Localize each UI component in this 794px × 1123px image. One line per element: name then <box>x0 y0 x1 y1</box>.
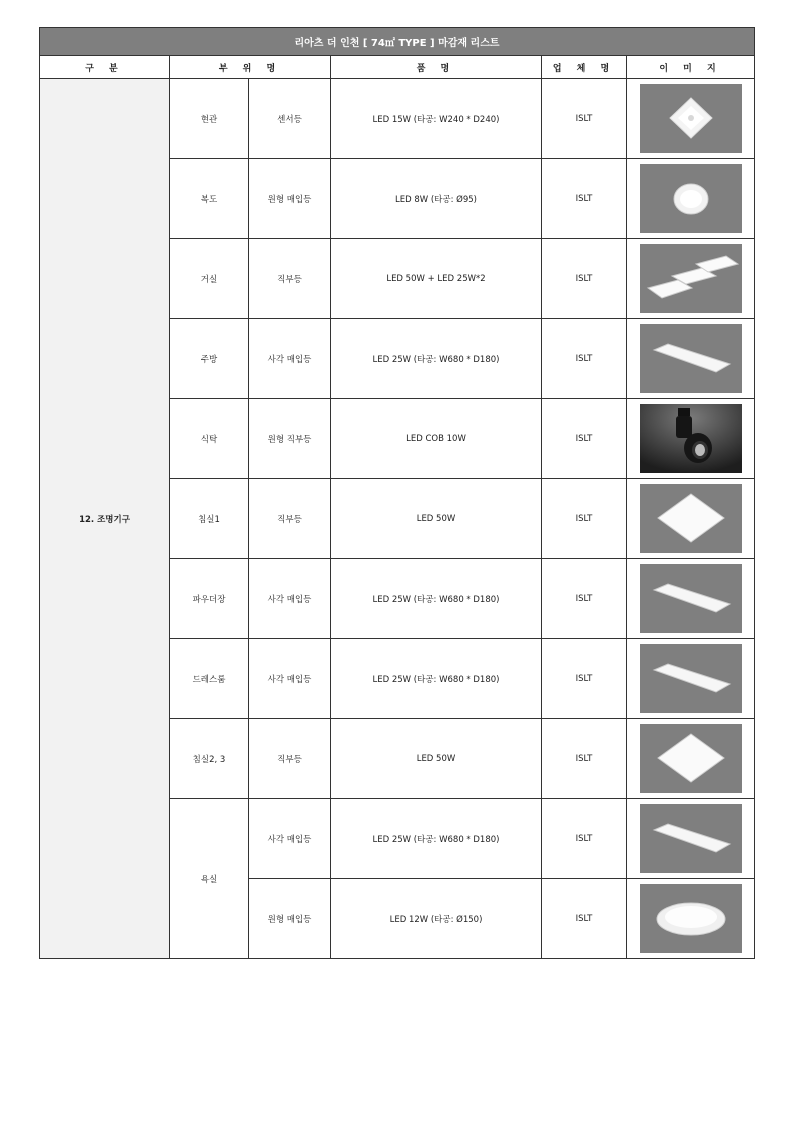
room-cell: 식탁 <box>170 399 249 479</box>
image-cell <box>627 159 755 239</box>
linear-panel-icon <box>640 324 742 393</box>
room-cell: 침실2, 3 <box>170 719 249 799</box>
fixture-cell: 원형 매입등 <box>249 159 331 239</box>
product-cell: LED 50W <box>331 719 542 799</box>
header-category: 구 분 <box>40 56 170 79</box>
linear-panel-icon <box>640 804 742 873</box>
fixture-cell: 원형 매입등 <box>249 879 331 959</box>
round-downlight-icon <box>640 164 742 233</box>
vendor-cell: ISLT <box>542 559 627 639</box>
image-cell <box>627 79 755 159</box>
header-vendor: 업 체 명 <box>542 56 627 79</box>
fixture-cell: 사각 매입등 <box>249 319 331 399</box>
spotlight-icon <box>640 404 742 473</box>
fixture-cell: 직부등 <box>249 479 331 559</box>
image-cell <box>627 479 755 559</box>
image-cell <box>627 319 755 399</box>
product-cell: LED 8W (타공: Ø95) <box>331 159 542 239</box>
product-cell: LED 25W (타공: W680 * D180) <box>331 319 542 399</box>
product-cell: LED 15W (타공: W240 * D240) <box>331 79 542 159</box>
round-flat-light-icon <box>640 884 742 953</box>
square-panel-icon <box>640 484 742 553</box>
table-title: 리아츠 더 인천 [ 74㎡ TYPE ] 마감재 리스트 <box>40 28 755 56</box>
product-cell: LED 25W (타공: W680 * D180) <box>331 799 542 879</box>
product-cell: LED COB 10W <box>331 399 542 479</box>
product-cell: LED 25W (타공: W680 * D180) <box>331 639 542 719</box>
table-row <box>40 79 755 159</box>
room-cell: 현관 <box>170 79 249 159</box>
panel-set-icon <box>640 244 742 313</box>
vendor-cell: ISLT <box>542 479 627 559</box>
room-cell: 복도 <box>170 159 249 239</box>
header-product: 품 명 <box>331 56 542 79</box>
header-row <box>40 56 755 79</box>
product-cell: LED 12W (타공: Ø150) <box>331 879 542 959</box>
product-cell: LED 25W (타공: W680 * D180) <box>331 559 542 639</box>
vendor-cell: ISLT <box>542 399 627 479</box>
vendor-cell: ISLT <box>542 239 627 319</box>
image-cell <box>627 639 755 719</box>
image-cell <box>627 559 755 639</box>
header-image: 이 미 지 <box>627 56 755 79</box>
vendor-cell: ISLT <box>542 159 627 239</box>
image-cell <box>627 719 755 799</box>
product-cell: LED 50W <box>331 479 542 559</box>
fixture-cell: 원형 직부등 <box>249 399 331 479</box>
vendor-cell: ISLT <box>542 879 627 959</box>
fixture-cell: 사각 매입등 <box>249 799 331 879</box>
image-cell <box>627 399 755 479</box>
fixture-cell: 직부등 <box>249 239 331 319</box>
room-cell: 드레스룸 <box>170 639 249 719</box>
category-cell: 12. 조명기구 <box>40 79 170 959</box>
room-cell: 거실 <box>170 239 249 319</box>
vendor-cell: ISLT <box>542 799 627 879</box>
vendor-cell: ISLT <box>542 319 627 399</box>
fixture-cell: 센서등 <box>249 79 331 159</box>
linear-panel-icon <box>640 644 742 713</box>
fixture-cell: 직부등 <box>249 719 331 799</box>
finish-list-table <box>39 27 755 959</box>
image-cell <box>627 879 755 959</box>
vendor-cell: ISLT <box>542 639 627 719</box>
fixture-cell: 사각 매입등 <box>249 559 331 639</box>
image-cell <box>627 799 755 879</box>
square-panel-icon <box>640 724 742 793</box>
room-cell: 파우더장 <box>170 559 249 639</box>
room-cell: 욕실 <box>170 799 249 959</box>
vendor-cell: ISLT <box>542 719 627 799</box>
image-cell <box>627 239 755 319</box>
vendor-cell: ISLT <box>542 79 627 159</box>
product-cell: LED 50W + LED 25W*2 <box>331 239 542 319</box>
title-row <box>40 28 755 56</box>
linear-panel-icon <box>640 564 742 633</box>
room-cell: 주방 <box>170 319 249 399</box>
fixture-cell: 사각 매입등 <box>249 639 331 719</box>
room-cell: 침실1 <box>170 479 249 559</box>
header-location: 부 위 명 <box>170 56 331 79</box>
sensor-light-icon <box>640 84 742 153</box>
